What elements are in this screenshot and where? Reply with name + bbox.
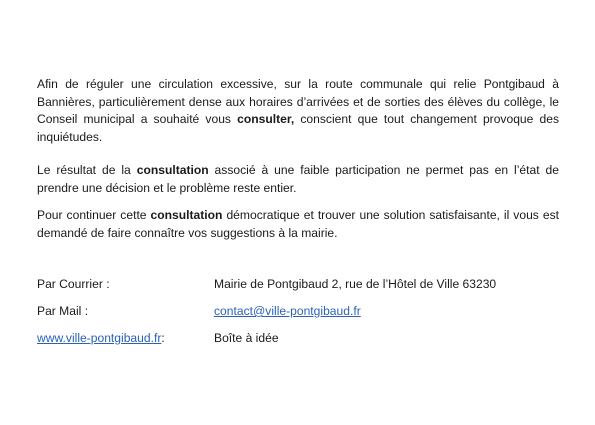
courrier-label: Par Courrier : [37, 277, 110, 291]
paragraph-bold-text: consultation [150, 208, 223, 222]
paragraph-text: conscient que tout changement provoque des inquiétudes. [37, 112, 560, 144]
suggestion-box-text: Boîte à idée [214, 331, 279, 345]
paragraph-text: Afin de réguler une circulation excessive, sur la route communale qui relie Pontgibaud à Bannières, particulièrement dense aux horaires d’arrivées et de sorties des élèves du collège, le Conseil municipal a souhaité vous [37, 77, 559, 126]
paragraph-bold-text: consultation [136, 163, 209, 177]
website-colon: : [161, 331, 165, 345]
mail-label: Par Mail : [37, 304, 89, 318]
paragraph-intro [37, 76, 559, 146]
paragraph-text: démocratique et trouver une solution satisfaisante, il vous est demandé de faire connaître vos suggestions à la mairie. [37, 208, 559, 240]
courrier-address: Mairie de Pontgibaud 2, rue de l’Hôtel de Ville 63230 [214, 277, 497, 291]
paragraph-result [37, 162, 559, 197]
paragraph-text: Pour continuer cette [37, 208, 151, 222]
paragraph-continue [37, 207, 559, 242]
website-label [37, 330, 165, 348]
paragraph-bold-text: consulter, [237, 112, 295, 126]
paragraph-text: associé à une faible participation ne permet pas en l’état de prendre une décision et le problème reste entier. [37, 163, 559, 195]
website-link[interactable]: www.ville-pontgibaud.fr [37, 331, 162, 345]
email-link[interactable]: contact@ville-pontgibaud.fr [214, 304, 361, 318]
mail-value-container [214, 303, 361, 321]
paragraph-text: Le résultat de la [37, 163, 137, 177]
